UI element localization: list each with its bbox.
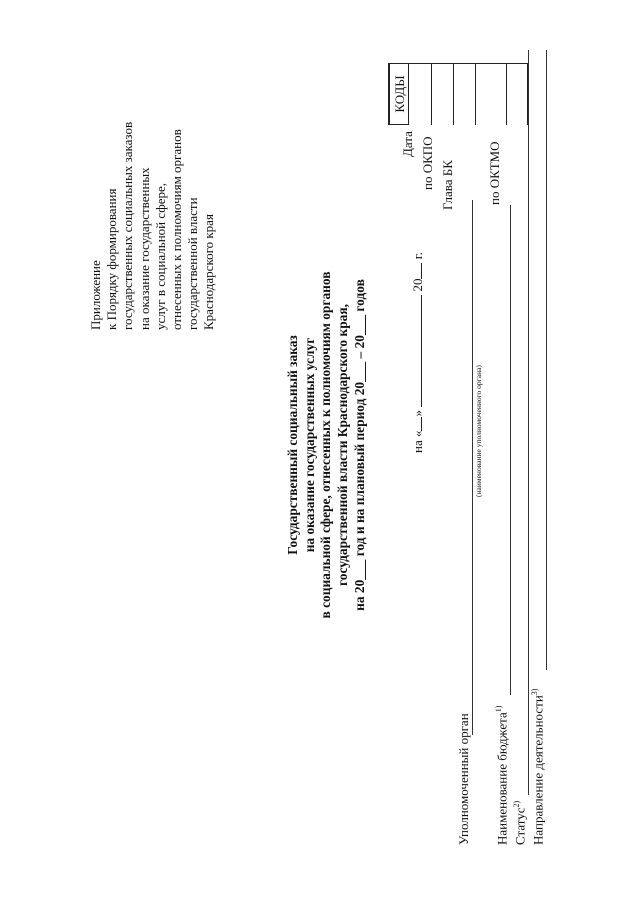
title-line: Государственный социальный заказ (285, 335, 300, 555)
field-line-authorized-body[interactable] (472, 200, 473, 735)
appendix-line: Краснодарского края (201, 214, 217, 330)
year-prefix: 20 (410, 278, 425, 292)
code-label-okpo: по ОКПО (420, 136, 435, 190)
activity-footnote-mark: 3) (530, 688, 539, 696)
appendix-line: государственных социальных заказов (120, 121, 136, 330)
field-label-authorized-body: Уполномоченный орган (456, 713, 471, 845)
status-text: Статус (512, 807, 528, 845)
field-label-activity (530, 689, 546, 845)
date-suffix: г. (410, 252, 425, 260)
code-label-date: Дата (400, 131, 415, 157)
field-caption-authorized-body: (наименование уполномоченного органа) (474, 365, 483, 497)
title-period-line: на 20___ год и на плановый период 20___ – 20___ годов (351, 279, 367, 611)
document-title (285, 235, 369, 655)
date-line (410, 252, 426, 453)
title-line: государственной власти Краснодарского края, (335, 304, 351, 586)
appendix-line: государственной власти (185, 197, 201, 330)
field-line-activity[interactable] (546, 50, 547, 670)
date-prefix: на « (410, 430, 425, 453)
title-line: в социальной сфере, отнесенных к полномочиям органов (318, 271, 334, 619)
appendix-block (88, 30, 218, 330)
date-mid: » (410, 410, 425, 417)
month-blank[interactable] (411, 295, 422, 407)
status-footnote-mark: 2) (512, 800, 521, 808)
day-blank[interactable] (411, 417, 422, 431)
code-cell-date[interactable] (431, 64, 432, 125)
title-line: на оказание государственных услуг (301, 337, 317, 553)
code-cell-okpo[interactable] (453, 64, 454, 125)
code-cell-glava-bk[interactable] (475, 64, 476, 125)
code-label-glava-bk: Глава БК (440, 160, 455, 210)
appendix-line: к Порядку формирования (104, 188, 120, 330)
field-label-budget-name (494, 706, 510, 845)
activity-text: Направление деятельности (530, 695, 546, 845)
appendix-line: на оказание государственных (136, 167, 152, 330)
year-blank[interactable] (411, 263, 422, 279)
code-cell-oktmo[interactable] (506, 64, 507, 125)
appendix-line: отнесенных к полномочиям органов (169, 129, 185, 330)
codes-header: КОДЫ (389, 63, 409, 125)
field-label-status (512, 801, 528, 845)
appendix-line: услуг в социальной сфере, (152, 182, 168, 330)
codes-table (388, 63, 528, 125)
budget-footnote-mark: 1) (494, 705, 503, 713)
code-label-oktmo: по ОКТМО (487, 141, 502, 205)
appendix-line: Приложение (88, 260, 103, 330)
budget-name-text: Наименование бюджета (494, 712, 510, 845)
field-line-budget-name[interactable] (510, 205, 511, 695)
field-line-status[interactable] (528, 50, 529, 795)
